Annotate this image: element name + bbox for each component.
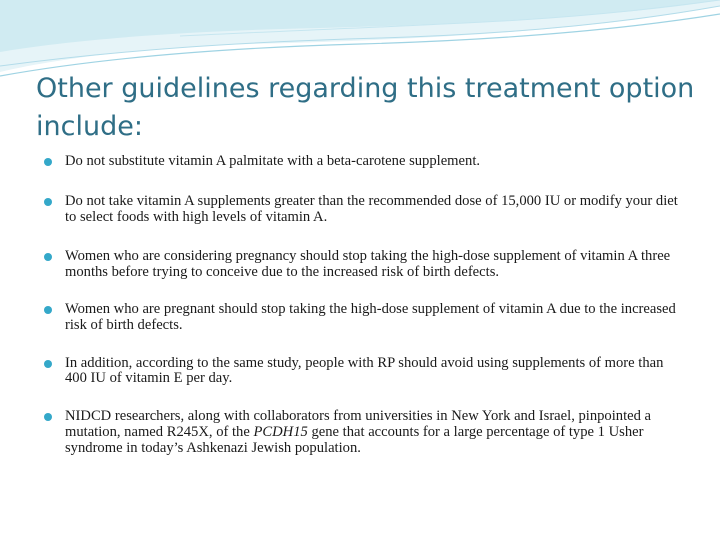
bullet-dot-icon [44,360,52,368]
bullet-dot-icon [44,198,52,206]
bullet-list [44,154,684,457]
bullet-text: Women who are considering pregnancy should stop taking the high-dose supplement of vitamin A three months before trying to conceive due to the increased risk of birth defects. [65,248,671,281]
bullet-item [44,194,684,226]
bullet-dot-icon [44,413,52,421]
bullet-text [65,408,651,456]
slide-title: Other guidelines regarding this treatment option include: [36,73,695,142]
gene-name-italic: PCDH15 [253,423,308,440]
bullet-dot-icon [44,306,52,314]
bullet-text: Do not substitute vitamin A palmitate with a beta-carotene supplement. [65,153,481,169]
bullet-item [44,249,684,281]
bullet-text: In addition, according to the same study, people with RP should avoid using supplements of more than 400 IU of vitamin E per day. [65,354,664,387]
bullet-text-segment: NIDCD researchers, along with collaborators from universities in New York and Israel, pinpointed a mutation, named R245X, of the [65,408,652,440]
bullet-item [44,302,684,334]
bullet-text-segment: gene that accounts for a large percentage of type 1 Usher syndrome in today’s Ashkenazi Jewish population. [65,423,644,456]
bullet-text: Women who are pregnant should stop taking the high-dose supplement of vitamin A due to the increased risk of birth defects. [65,300,676,333]
bullet-dot-icon [44,158,52,166]
bullet-item [44,409,684,456]
bullet-item [44,154,684,170]
bullet-item [44,356,684,388]
bullet-text: Do not take vitamin A supplements greater than the recommended dose of 15,000 IU or modify your diet to select foods with high levels of vitamin A. [65,192,678,225]
bullet-dot-icon [44,253,52,261]
header-wave-decoration [0,0,720,80]
